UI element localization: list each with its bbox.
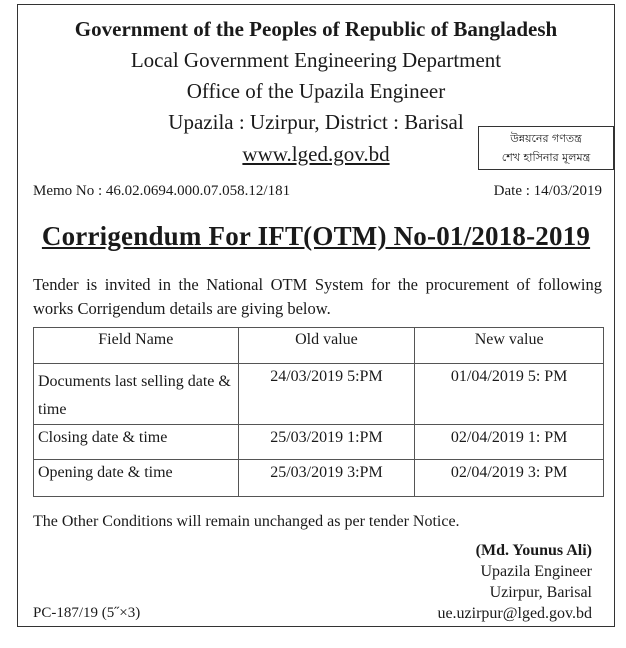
field-name-cell: Opening date & time xyxy=(34,460,239,497)
header-government: Government of the Peoples of Republic of Bangladesh xyxy=(74,17,558,41)
signatory-email-link[interactable]: ue.uzirpur@lged.gov.bd xyxy=(437,605,592,622)
slogan-box xyxy=(478,126,614,170)
header-office: Office of the Upazila Engineer xyxy=(186,79,446,103)
table-row xyxy=(34,460,604,497)
table-row xyxy=(34,364,604,425)
signatory-name: (Md. Younus Ali) xyxy=(475,542,592,559)
slogan-line-1: উন্নয়নের গণতন্ত্র xyxy=(510,132,582,145)
field-name-cell: Documents last selling date & time xyxy=(34,364,239,425)
old-value-cell: 25/03/2019 3:PM xyxy=(238,460,415,497)
header-website-link[interactable]: www.lged.gov.bd xyxy=(242,142,390,166)
pc-reference: PC-187/19 (5˝×3) xyxy=(33,605,141,621)
corrigendum-title: Corrigendum For IFT(OTM) No-01/2018-2019 xyxy=(41,221,591,251)
slogan-line-2: শেখ হাসিনার মূলমন্ত্র xyxy=(501,151,591,164)
signatory-designation: Upazila Engineer xyxy=(480,563,592,580)
old-value-cell: 25/03/2019 1:PM xyxy=(238,425,415,460)
old-value-cell: 24/03/2019 5:PM xyxy=(238,364,415,425)
table-row xyxy=(34,425,604,460)
signatory-location: Uzirpur, Barisal xyxy=(489,584,592,601)
other-conditions-text: The Other Conditions will remain unchanged as per tender Notice. xyxy=(33,513,460,530)
column-header-new: New value xyxy=(415,328,604,364)
signature-block xyxy=(412,540,592,624)
new-value-cell: 02/04/2019 1: PM xyxy=(415,425,604,460)
table-header-row xyxy=(34,328,604,364)
field-name-cell: Closing date & time xyxy=(34,425,239,460)
notice-date: Date : 14/03/2019 xyxy=(493,183,602,199)
intro-paragraph: Tender is invited in the National OTM System for the procurement of following works Corrigendum details are giving below. xyxy=(33,275,602,318)
corrigendum-table xyxy=(33,327,604,497)
new-value-cell: 02/04/2019 3: PM xyxy=(415,460,604,497)
notice-frame xyxy=(17,4,615,627)
column-header-field: Field Name xyxy=(34,328,239,364)
new-value-cell: 01/04/2019 5: PM xyxy=(415,364,604,425)
header-department: Local Government Engineering Department xyxy=(130,48,502,72)
header-location: Upazila : Uzirpur, District : Barisal xyxy=(168,110,464,134)
memo-number: Memo No : 46.02.0694.000.07.058.12/181 xyxy=(33,183,291,199)
column-header-old: Old value xyxy=(238,328,415,364)
